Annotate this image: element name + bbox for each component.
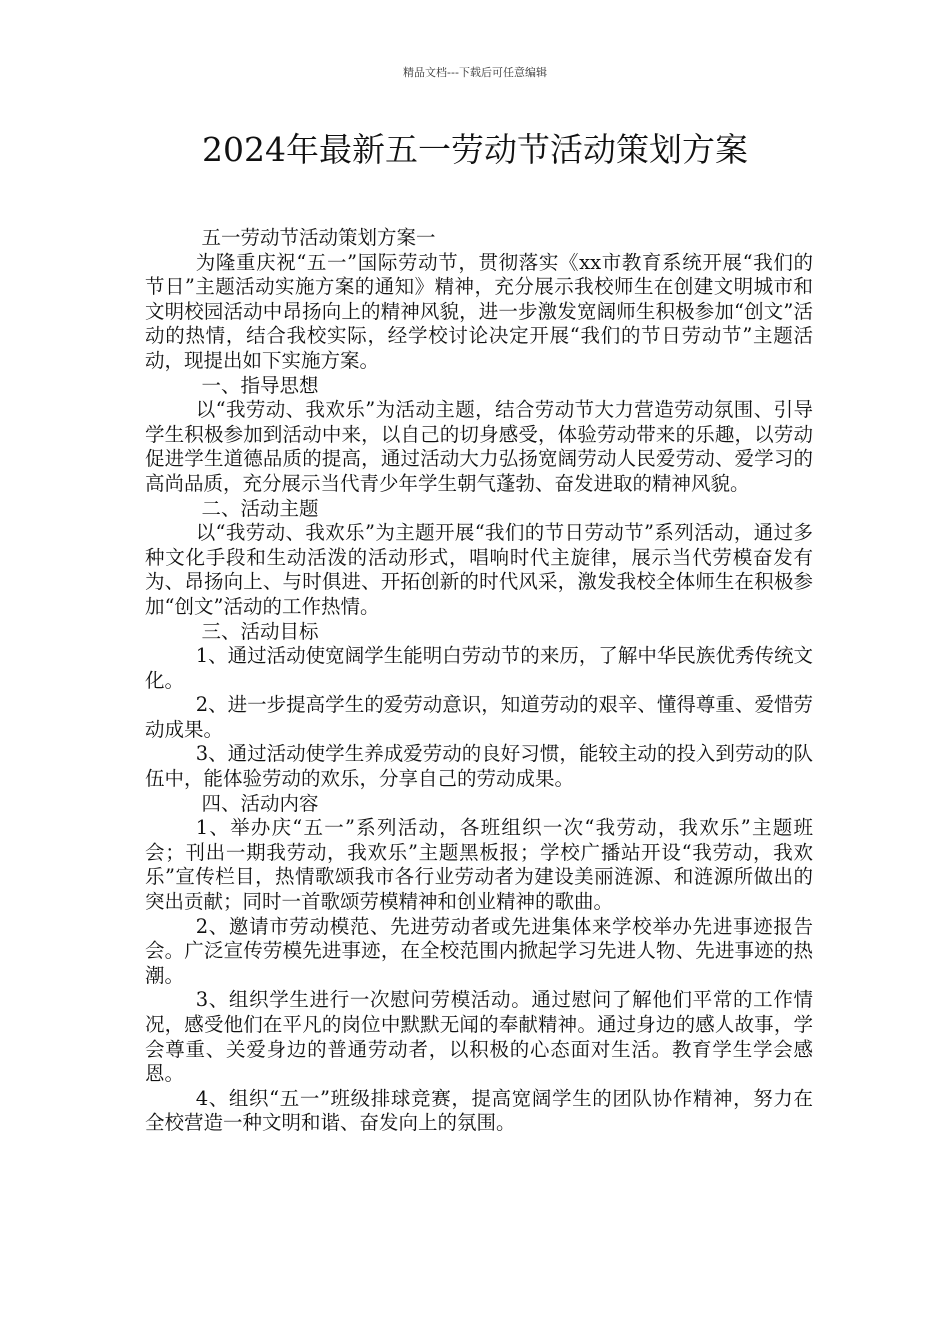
- intro-paragraph: 为隆重庆祝“五一”国际劳动节，贯彻落实《xx市教育系统开展“我们的节日”主题活动实施方案的通知》精神，充分展示我校师生在创建文明城市和文明校园活动中昂扬向上的精神风貌，进一步激发宽阔师生积极参加“创文”活动的热情，结合我校实际，经学校讨论决定开展“我们的节日劳动节”主题活动，现提出如下实施方案。: [145, 250, 813, 372]
- content-item-2: 2、邀请市劳动模范、先进劳动者或先进集体来学校举办先进事迹报告会。广泛宣传劳模先进事迹，在全校范围内掀起学习先进人物、先进事迹的热潮。: [145, 914, 813, 987]
- content-item-4: 4、组织“五一”班级排球竞赛，提高宽阔学生的团队协作精神，努力在全校营造一种文明和谐、奋发向上的氛围。: [145, 1086, 813, 1135]
- guiding-thought-paragraph: 以“我劳动、我欢乐”为活动主题，结合劳动节大力营造劳动氛围、引导学生积极参加到活动中来，以自己的切身感受，体验劳动带来的乐趣，以劳动促进学生道德品质的提高，通过活动大力弘扬宽阔劳动人民爱劳动、爱学习的高尚品质，充分展示当代青少年学生朝气蓬勃、奋发进取的精神风貌。: [145, 398, 813, 495]
- goal-item-1: 1、通过活动使宽阔学生能明白劳动节的来历，了解中华民族优秀传统文化。: [145, 644, 813, 692]
- content-item-3: 3、组织学生进行一次慰问劳模活动。通过慰问了解他们平常的工作情况，感受他们在平凡的岗位中默默无闻的奉献精神。通过身边的感人故事，学会尊重、关爱身边的普通劳动者，以积极的心态面对生活。教育学生学会感恩。: [145, 988, 813, 1086]
- content-item-1: 1、举办庆“五一”系列活动，各班组织一次“我劳动，我欢乐”主题班会；刊出一期我劳动，我欢乐”主题黑板报；学校广播站开设“我劳动，我欢乐”宣传栏目，热情歌颂我市各行业劳动者为建设美丽涟源、和涟源所做出的突出贡献；同时一首歌颂劳模精神和创业精神的歌曲。: [145, 816, 813, 914]
- document-title: 2024年最新五一劳动节活动策划方案: [202, 130, 748, 169]
- document-body: [145, 226, 813, 1136]
- page-header-note: 精品文档---下载后可任意编辑: [403, 66, 547, 79]
- activity-theme-paragraph: 以“我劳动、我欢乐”为主题开展“我们的节日劳动节”系列活动，通过多种文化手段和生动活泼的活动形式，唱响时代主旋律，展示当代劳模奋发有为、昂扬向上、与时俱进、开拓创新的时代风采，激发我校全体师生在积极参加“创文”活动的工作热情。: [145, 521, 813, 618]
- section-heading-activity-theme: 二、活动主题: [201, 496, 319, 520]
- section-heading-activity-goals: 三、活动目标: [201, 619, 319, 643]
- goal-item-3: 3、通过活动使学生养成爱劳动的良好习惯，能较主动的投入到劳动的队伍中，能体验劳动的欢乐，分享自己的劳动成果。: [145, 742, 813, 791]
- goal-item-2: 2、进一步提高学生的爱劳动意识，知道劳动的艰辛、懂得尊重、爱惜劳动成果。: [145, 693, 813, 741]
- section-heading-plan-one: 五一劳动节活动策划方案一: [201, 226, 436, 249]
- section-heading-activity-content: 四、活动内容: [201, 791, 319, 815]
- section-heading-guiding-thought: 一、指导思想: [201, 373, 319, 397]
